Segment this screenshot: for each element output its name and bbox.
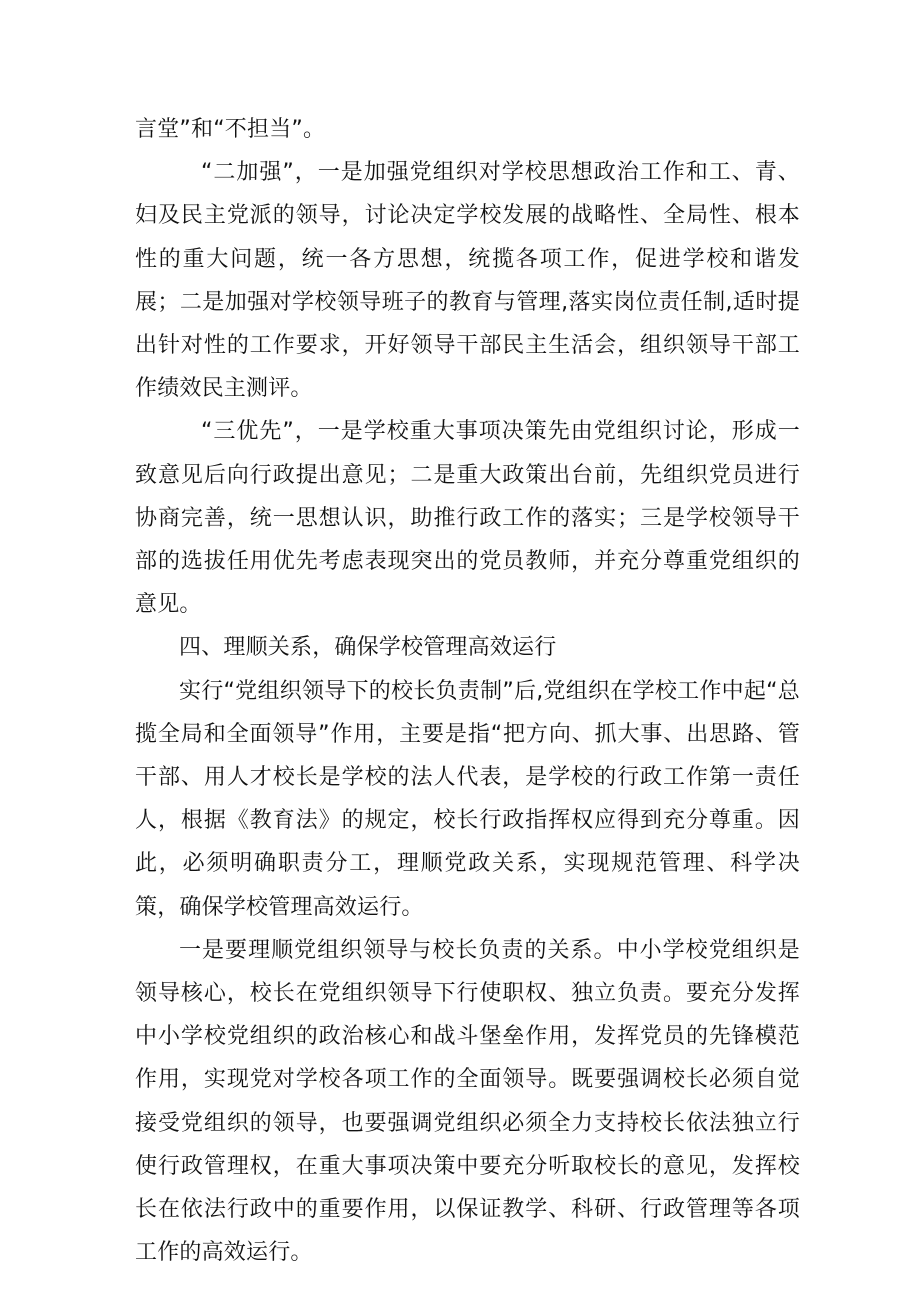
document-body [135, 108, 800, 1274]
paragraph-three-priority: “三优先”，一是学校重大事项决策先由党组织讨论，形成一致意见后向行政提出意见；二是重大政策出台前，先组织党员进行协商完善，统一思想认识，助推行政工作的落实；三是学校领导干部的选拔任用优先考虑表现突出的党员教师，并充分尊重党组织的意见。 [135, 419, 800, 618]
paragraph-two-strengthen: “二加强”，一是加强党组织对学校思想政治工作和工、青、妇及民主党派的领导，讨论决定学校发展的战略性、全局性、根本性的重大问题，统一各方思想，统揽各项工作，促进学校和谐发展；二是加强对学校领导班子的教育与管理,落实岗位责任制,适时提出针对性的工作要求，开好领导干部民主生活会，组织领导干部工作绩效民主测评。 [135, 160, 800, 402]
paragraph-principal-responsibility: 实行“党组织领导下的校长负责制”后,党组织在学校工作中起“总揽全局和全面领导”作用，主要是指“把方向、抓大事、出思路、管干部、用人才校长是学校的法人代表，是学校的行政工作第一责任人，根据《教育法》的规定，校长行政指挥权应得到充分尊重。因此，必须明确职责分工，理顺党政关系，实现规范管理、科学决策，确保学校管理高效运行。 [135, 678, 800, 920]
paragraph-continuation: 言堂”和“不担当”。 [135, 117, 326, 142]
section-heading: 四、理顺关系，确保学校管理高效运行 [179, 635, 557, 661]
paragraph-party-principal-relationship: 一是要理顺党组织领导与校长负责的关系。中小学校党组织是领导核心，校长在党组织领导下行使职权、独立负责。要充分发挥中小学校党组织的政治核心和战斗堡垒作用，发挥党员的先锋模范作用，实现党对学校各项工作的全面领导。既要强调校长必须自觉接受党组织的领导，也要强调党组织必须全力支持校长依法独立行使行政管理权，在重大事项决策中要充分听取校长的意见，发挥校长在依法行政中的重要作用，以保证教学、科研、行政管理等各项工作的高效运行。 [135, 937, 800, 1266]
